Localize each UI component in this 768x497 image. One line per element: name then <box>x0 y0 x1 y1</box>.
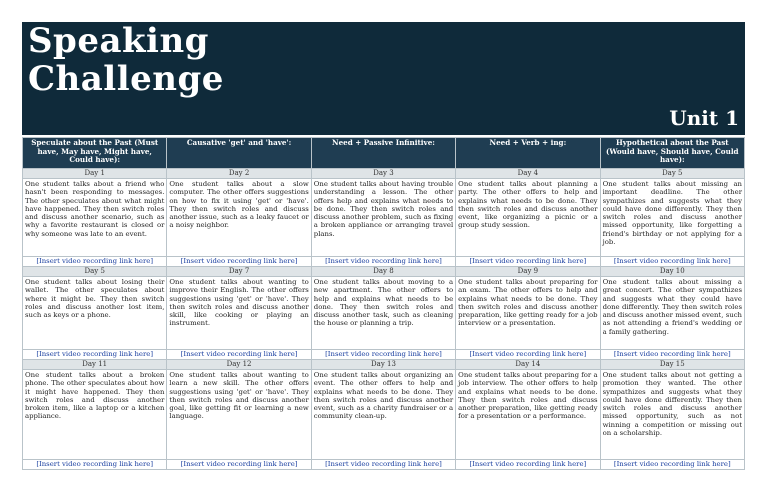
day-label: Day 3 <box>311 169 455 179</box>
day-label: Day 1 <box>23 169 167 179</box>
day-label: Day 5 <box>600 169 744 179</box>
video-link[interactable]: [Insert video recording link here] <box>456 460 600 470</box>
page-title <box>28 22 224 98</box>
task-description: One student talks about wanting to learn a new skill. The other offers suggestions using 'get' or 'have'. They then switch roles and discuss another goal, like getting fit or learning a new language. <box>167 370 311 460</box>
challenge-table <box>22 137 745 470</box>
description-row <box>23 277 745 350</box>
day-label: Day 2 <box>167 169 311 179</box>
day-row <box>23 360 745 370</box>
task-description: One student talks about preparing for a job interview. The other offers to help and explains what needs to be done. They then switch roles and discuss another preparation, like getting ready for a presentation or a performance. <box>456 370 600 460</box>
task-description: One student talks about not getting a promotion they wanted. The other sympathizes and suggests what they could have done differently. They then switch roles and discuss another missed opportunity, such as not winning a competition or missing out on a scholarship. <box>600 370 744 460</box>
day-label: Day 10 <box>600 267 744 277</box>
day-label: Day 4 <box>456 169 600 179</box>
column-header-hypothetical-past: Hypothetical about the Past (Would have, Should have, Could have): <box>600 138 744 169</box>
task-description: One student talks about planning a party. The other offers to help and explains what needs to be done. They then switch roles and discuss another event, like organizing a picnic or a group study session. <box>456 179 600 257</box>
video-link[interactable]: [Insert video recording link here] <box>23 460 167 470</box>
header-banner <box>22 22 745 135</box>
description-row <box>23 370 745 460</box>
video-link[interactable]: [Insert video recording link here] <box>23 350 167 360</box>
video-link[interactable]: [Insert video recording link here] <box>600 257 744 267</box>
link-row <box>23 460 745 470</box>
task-description: One student talks about a friend who hasn't been responding to messages. The other speculates about what might have happened. They then switch roles and discuss another scenario, such as why a favorite restaurant is closed or why someone was late to an event. <box>23 179 167 257</box>
video-link[interactable]: [Insert video recording link here] <box>456 350 600 360</box>
title-line-1: Speaking <box>28 21 209 61</box>
day-label: Day 11 <box>23 360 167 370</box>
video-link[interactable]: [Insert video recording link here] <box>23 257 167 267</box>
column-header-causative: Causative 'get' and 'have': <box>167 138 311 169</box>
task-description: One student talks about preparing for an exam. The other offers to help and explains what needs to be done. They then switch roles and discuss another preparation, like getting ready for a job interview or a presentation. <box>456 277 600 350</box>
task-description: One student talks about having trouble understanding a lesson. The other offers help and explains what needs to be done. They then switch roles and discuss another problem, such as fixing a broken appliance or arranging travel plans. <box>311 179 455 257</box>
video-link[interactable]: [Insert video recording link here] <box>600 460 744 470</box>
task-description: One student talks about missing an important deadline. The other sympathizes and suggests what they could have done differently. They then switch roles and discuss another missed opportunity, like forgetting a friend's birthday or not applying for a job. <box>600 179 744 257</box>
task-description: One student talks about missing a great concert. The other sympathizes and suggests what they could have done differently. They then switch roles and discuss another missed event, such as not attending a friend's wedding or a family gathering. <box>600 277 744 350</box>
day-label: Day 7 <box>167 267 311 277</box>
task-description: One student talks about a slow computer. The other offers suggestions on how to fix it using 'get' or 'have'. They then switch roles and discuss another issue, such as a leaky faucet or a noisy neighbor. <box>167 179 311 257</box>
unit-label: Unit 1 <box>669 106 739 130</box>
task-description: One student talks about moving to a new apartment. The other offers to help and explains what needs to be done. They then switch roles and discuss another task, such as cleaning the house or planning a trip. <box>311 277 455 350</box>
video-link[interactable]: [Insert video recording link here] <box>167 460 311 470</box>
day-label: Day 13 <box>311 360 455 370</box>
day-label: Day 8 <box>311 267 455 277</box>
task-description: One student talks about wanting to improve their English. The other offers suggestions using 'get' or 'have'. They then switch roles and discuss another skill, like cooking or playing an instrument. <box>167 277 311 350</box>
link-row <box>23 350 745 360</box>
header-row <box>23 138 745 169</box>
video-link[interactable]: [Insert video recording link here] <box>167 350 311 360</box>
day-row <box>23 267 745 277</box>
column-header-speculate-past: Speculate about the Past (Must have, May have, Might have, Could have): <box>23 138 167 169</box>
description-row <box>23 179 745 257</box>
video-link[interactable]: [Insert video recording link here] <box>456 257 600 267</box>
task-description: One student talks about losing their wallet. The other speculates about where it might be. They then switch roles and discuss another lost item, such as keys or a phone. <box>23 277 167 350</box>
video-link[interactable]: [Insert video recording link here] <box>311 350 455 360</box>
day-label: Day 14 <box>456 360 600 370</box>
video-link[interactable]: [Insert video recording link here] <box>167 257 311 267</box>
task-description: One student talks about a broken phone. The other speculates about how it might have happened. They then switch roles and discuss another broken item, like a laptop or a kitchen appliance. <box>23 370 167 460</box>
column-header-need-verb-ing: Need + Verb + ing: <box>456 138 600 169</box>
video-link[interactable]: [Insert video recording link here] <box>311 257 455 267</box>
day-label: Day 15 <box>600 360 744 370</box>
day-label: Day 9 <box>456 267 600 277</box>
day-label: Day 12 <box>167 360 311 370</box>
column-header-need-passive: Need + Passive Infinitive: <box>311 138 455 169</box>
link-row <box>23 257 745 267</box>
day-label: Day 5 <box>23 267 167 277</box>
task-description: One student talks about organizing an event. The other offers to help and explains what needs to be done. They then switch roles and discuss another event, such as a charity fundraiser or a community clean-up. <box>311 370 455 460</box>
video-link[interactable]: [Insert video recording link here] <box>311 460 455 470</box>
title-line-2: Challenge <box>28 59 224 99</box>
day-row <box>23 169 745 179</box>
video-link[interactable]: [Insert video recording link here] <box>600 350 744 360</box>
